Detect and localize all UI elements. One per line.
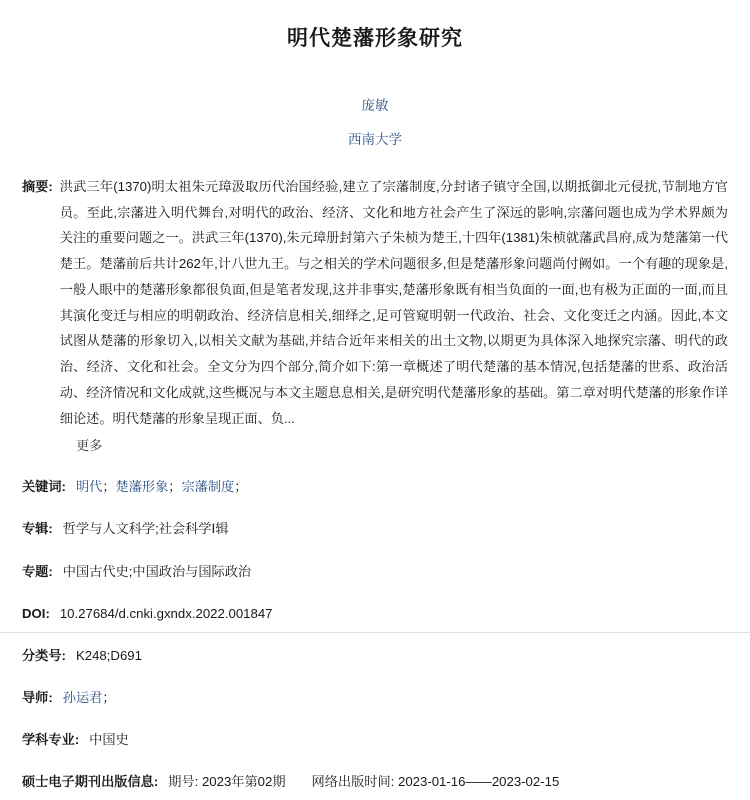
abstract-block xyxy=(22,174,728,431)
field-supervisor xyxy=(22,687,728,708)
field-value: 哲学与人文科学;社会科学Ⅰ辑 xyxy=(62,521,229,537)
separator: ； xyxy=(102,689,116,705)
field-label: 关键词: xyxy=(22,479,66,495)
field-value xyxy=(76,476,728,497)
online-publication-time: 网络出版时间: 2023-01-16——2023-02-15 xyxy=(311,774,560,790)
field-value: 10.27684/d.cnki.gxndx.2022.001847 xyxy=(59,605,273,621)
field-keywords xyxy=(22,476,728,497)
field-classification xyxy=(22,645,728,666)
affiliation xyxy=(0,128,750,148)
keyword-tag[interactable]: 明代 xyxy=(75,479,103,495)
field-value xyxy=(168,771,728,792)
separator: ； xyxy=(234,479,248,495)
field-label: 学科专业: xyxy=(22,732,80,748)
field-label: 专题: xyxy=(22,563,53,579)
abstract-label: 摘要: xyxy=(22,179,53,194)
page-title: 明代楚藩形象研究 xyxy=(287,27,463,50)
author-list xyxy=(0,94,750,114)
separator: ； xyxy=(168,479,182,495)
issue-number: 期号: 2023年第02期 xyxy=(168,774,286,790)
field-publication-info xyxy=(22,771,728,792)
author-link[interactable]: 庞敏 xyxy=(361,98,389,113)
show-more-link[interactable]: 更多 xyxy=(76,438,103,454)
field-label: DOI: xyxy=(22,605,50,621)
field-discipline xyxy=(22,729,728,750)
abstract-more-row xyxy=(76,435,728,454)
separator: ； xyxy=(102,479,116,495)
field-value: K248;D691 xyxy=(75,647,142,663)
bottom-divider xyxy=(0,632,750,641)
field-value: 中国古代史;中国政治与国际政治 xyxy=(62,563,252,579)
field-topic xyxy=(22,561,728,582)
field-value: 中国史 xyxy=(89,732,129,748)
field-collection xyxy=(22,518,728,539)
field-label: 分类号: xyxy=(22,647,66,663)
field-label: 硕士电子期刊出版信息: xyxy=(22,774,159,790)
supervisor-link[interactable]: 孙运君 xyxy=(62,689,103,705)
keyword-tag[interactable]: 楚藩形象 xyxy=(115,479,169,495)
field-label: 导师: xyxy=(22,689,53,705)
keyword-tag[interactable]: 宗藩制度 xyxy=(181,479,235,495)
field-doi xyxy=(22,603,728,624)
field-label: 专辑: xyxy=(22,521,53,537)
affiliation-link[interactable]: 西南大学 xyxy=(348,132,402,147)
field-value xyxy=(63,687,728,708)
abstract-text: 洪武三年(1370)明太祖朱元璋汲取历代治国经验,建立了宗藩制度,分封诸子镇守全国,以期抵御北元侵扰,节制地方官员。至此,宗藩进入明代舞台,对明代的政治、经济、文化和地方社会产生了深远的影响,宗藩问题也成为学术界颇为关注的重要问题之一。洪武三年(1370),朱元璋册封第六子朱桢为楚王,十四年(1381)朱桢就藩武昌府,成为楚藩第一代楚王。楚藩前后共计262年,计八世九王。与之相关的学术问题很多,但是楚藩形象问题尚付阙如。一个有趣的现象是,一般人眼中的楚藩形象都很负面,但是笔者发现,这并非事实,楚藩形象既有相当负面的一面,也有极为正面的一面,而且其演化变迁与相应的明朝政治、经济信息相关,细绎之,足可管窥明朝一代政治、社会、文化变迁之内涵。因此,本文试图从楚藩的形象切入,以相关文献为基础,并结合近年来相关的出土文物,以期更为具体深入地探究宗藩、明代的政治、经济、文化和社会。全文分为四个部分,简介如下:第一章概述了明代楚藩的基本情况,包括楚藩的世系、政治活动、经济情况和文化成就,这些概况与本文主题息息相关,是研究明代楚藩形象的基础。第二章对明代楚藩的形象作详细论述。明代楚藩的形象呈现正面、负... xyxy=(59,179,728,426)
